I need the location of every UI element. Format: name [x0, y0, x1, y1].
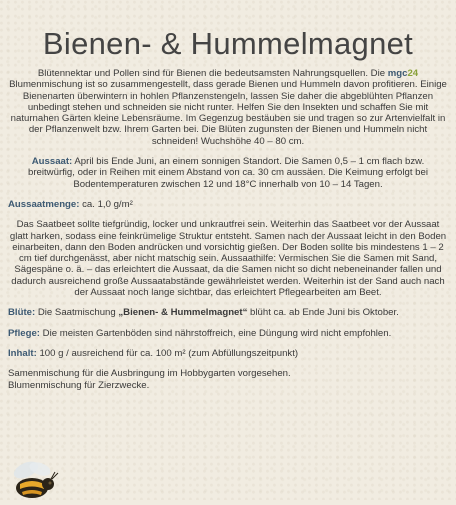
intro-text-1: Blütennektar und Pollen sind für Bienen die bedeutsamsten Nahrungsquellen. Die [37, 68, 388, 79]
bluete-paragraph [8, 307, 448, 318]
intro-paragraph [8, 68, 448, 147]
bluete-text-1: Die Saatmischung [35, 307, 119, 319]
intro-text-2: Blumenmischung ist so zusammengestellt, dass gerade Bienen und Hummeln davon profitieren. Einige Bienenarten überwintern in hohlen Pflanzenstengeln, lassen Sie daher die abgeblühten Pflanzen unbedingt stehen und schneiden sie nicht runter. Helfen Sie den Insekten und schaffen Sie mit naturnahen Gärten kleine Lebensräume. Im Gegenzug bestäuben sie und tragen so zur Artenvielfalt in der Pflanzenwelt bzw. Ihrem Garten bei. Die Blüten zugunsten der Bienen und Hummeln nicht schneiden! Wuchshöhe 40 – 80 cm. [9, 79, 447, 147]
saatbeet-paragraph: Das Saatbeet sollte tiefgründig, locker und unkrautfrei sein. Weiterhin das Saatbeet vor der Aussaat glatt harken, sodass eine feinkrümelige Struktur entsteht. Samen nach der Aussaat leicht in den Boden einarbeiten, dann den Boden andrücken und vorsichtig gießen. Der Boden sollte bis mindestens 1 – 2 cm tief durchgenässt, aber nicht matschig sein. Aussaathilfe: Vermischen Sie die Samen mit Sand, Sägespäne o. ä. – das erleichtert die Aussaat, da die Samen nicht so dicht nebeneinander fallen und dadurch ausreichend große Aussaatabstände gewährleistet werden. Weiterhin ist der Sand auch nach der Aussaat noch lange sichtbar, das erleichtert Pflegearbeiten am Beet. [9, 219, 447, 299]
description-body [8, 68, 448, 400]
inhalt-label: Inhalt: [8, 347, 37, 359]
menge-text: ca. 1,0 g/m² [79, 198, 133, 210]
page-title: Bienen- & Hummelmagnet [42, 26, 414, 61]
footer-line-1: Samenmischung für die Ausbringung im Hobbygarten vorgesehen. [8, 368, 291, 380]
brand-number: 24 [407, 68, 419, 79]
inhalt-paragraph [8, 348, 448, 359]
aussaat-paragraph [8, 156, 448, 190]
bluete-label: Blüte: [8, 307, 36, 319]
brand-name: mgc [387, 68, 408, 79]
pflege-label: Pflege: [8, 327, 40, 339]
aussaat-text: April bis Ende Juni, an einem sonnigen Standort. Die Samen 0,5 – 1 cm flach bzw. breitwürfig, oder in Reihen mit einem Abstand von ca. 30 cm aussäen. Die Keimung erfolgt bei Bodentemperaturen zwischen 12 und 18°C innerhalb von 10 – 14 Tagen. [28, 156, 428, 190]
bluete-name: „Bienen- & Hummelmagnet“ [118, 307, 248, 319]
footer-line-2: Blumenmischung für Zierzwecke. [8, 379, 150, 391]
pflege-paragraph [8, 328, 448, 339]
bluete-text-2: blüht ca. ab Ende Juni bis Oktober. [247, 307, 399, 319]
inhalt-text: 100 g / ausreichend für ca. 100 m² (zum Abfüllungszeitpunkt) [36, 347, 299, 359]
brand-logo [388, 68, 418, 79]
menge-label: Aussaatmenge: [8, 198, 80, 210]
footer-paragraph [8, 368, 448, 391]
bee-icon [4, 458, 64, 500]
menge-paragraph [8, 199, 448, 210]
aussaat-label: Aussaat: [31, 156, 73, 168]
pflege-text: Die meisten Gartenböden sind nährstoffreich, eine Düngung wird nicht empfohlen. [40, 327, 392, 339]
